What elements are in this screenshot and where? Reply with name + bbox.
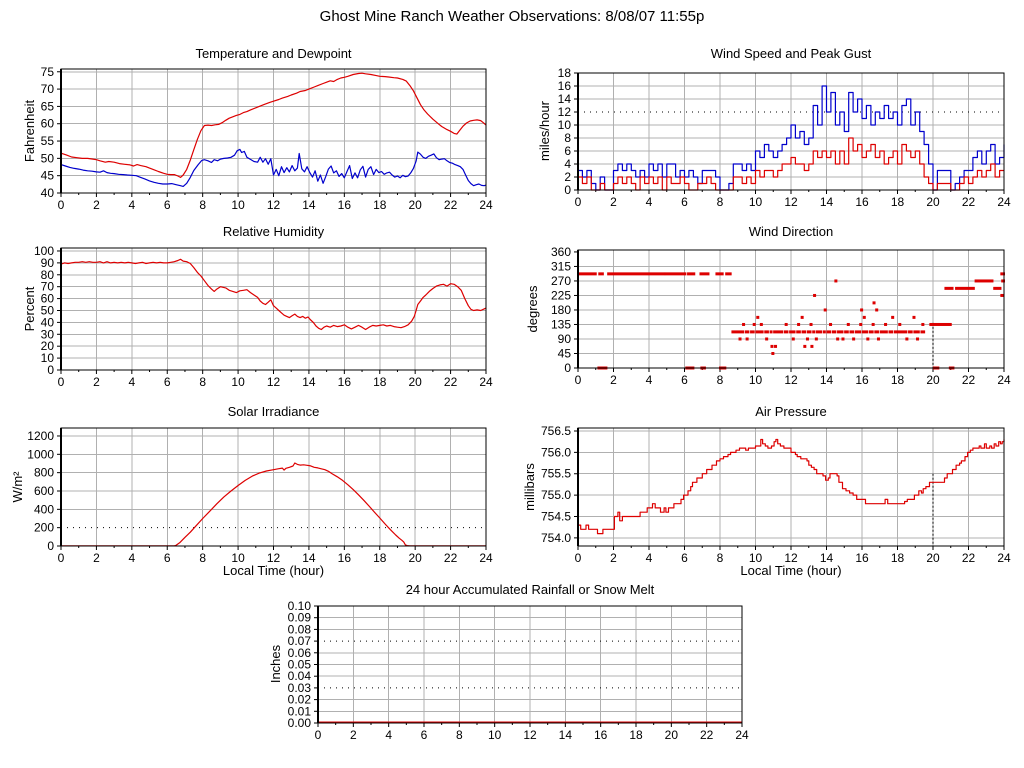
svg-text:18: 18	[629, 728, 643, 742]
svg-text:0.00: 0.00	[287, 716, 311, 730]
temperature-y-axis-label: Fahrenheit	[22, 99, 37, 163]
svg-text:8: 8	[199, 375, 207, 389]
svg-text:0.02: 0.02	[287, 692, 311, 707]
svg-text:2: 2	[93, 375, 100, 389]
svg-text:756.0: 756.0	[540, 445, 571, 460]
svg-text:16: 16	[337, 551, 352, 565]
svg-text:18: 18	[890, 373, 905, 387]
svg-text:0: 0	[57, 551, 65, 565]
svg-text:24: 24	[997, 195, 1011, 209]
svg-text:16: 16	[593, 728, 608, 742]
svg-text:10: 10	[748, 373, 763, 387]
pressure-x-axis-label: Local Time (hour)	[740, 563, 842, 578]
svg-text:8: 8	[716, 373, 724, 387]
svg-text:0: 0	[314, 728, 322, 742]
svg-text:180: 180	[550, 302, 571, 317]
svg-text:45: 45	[557, 346, 571, 361]
solar-chart-title: Solar Irradiance	[227, 404, 320, 419]
svg-text:24: 24	[735, 728, 749, 742]
svg-text:6: 6	[564, 144, 571, 158]
svg-text:2: 2	[610, 373, 617, 387]
svg-text:2: 2	[610, 195, 617, 209]
svg-text:0.01: 0.01	[287, 704, 311, 719]
svg-text:10: 10	[231, 198, 245, 212]
svg-text:20: 20	[926, 373, 940, 387]
svg-text:0.03: 0.03	[287, 680, 311, 695]
svg-text:6: 6	[681, 195, 688, 209]
svg-text:22: 22	[699, 728, 714, 742]
svg-text:90: 90	[40, 255, 54, 270]
rainfall-chart-title: 24 hour Accumulated Rainfall or Snow Melt	[405, 582, 655, 597]
svg-text:90: 90	[557, 331, 571, 346]
svg-text:22: 22	[961, 195, 976, 209]
svg-text:8: 8	[716, 195, 724, 209]
svg-text:4: 4	[564, 157, 571, 171]
svg-text:40: 40	[40, 186, 54, 200]
svg-text:12: 12	[523, 728, 537, 742]
svg-text:22: 22	[443, 375, 458, 389]
rain-plot	[288, 599, 749, 742]
svg-text:16: 16	[855, 551, 869, 565]
svg-text:1000: 1000	[27, 447, 54, 462]
svg-text:70: 70	[40, 279, 54, 294]
svg-text:20: 20	[926, 551, 940, 565]
svg-text:45: 45	[40, 168, 54, 183]
svg-text:755.0: 755.0	[540, 488, 571, 503]
svg-text:75: 75	[40, 64, 54, 79]
svg-text:10: 10	[231, 375, 245, 389]
svg-text:8: 8	[199, 551, 207, 565]
svg-text:16: 16	[855, 195, 869, 209]
svg-text:18: 18	[890, 551, 905, 565]
svg-text:800: 800	[33, 465, 54, 480]
svg-text:6: 6	[163, 551, 171, 565]
svg-text:22: 22	[961, 551, 976, 565]
svg-text:70: 70	[40, 82, 54, 97]
page-title: Ghost Mine Ranch Weather Observations: 8/08/07 11:55p	[319, 8, 705, 25]
svg-text:0: 0	[47, 539, 54, 553]
svg-text:12: 12	[784, 373, 798, 387]
svg-text:0: 0	[47, 363, 54, 377]
svg-text:0.04: 0.04	[287, 669, 311, 684]
svg-text:50: 50	[40, 151, 54, 166]
svg-text:22: 22	[961, 373, 976, 387]
svg-text:360: 360	[550, 244, 571, 259]
svg-text:8: 8	[199, 198, 207, 212]
pressure-y-axis-label: millibars	[522, 463, 537, 511]
svg-text:6: 6	[681, 373, 688, 387]
svg-text:100: 100	[33, 243, 54, 258]
wdir-plot	[551, 245, 1011, 387]
svg-text:24: 24	[997, 373, 1011, 387]
solar-x-axis-label: Local Time (hour)	[222, 563, 325, 578]
svg-text:10: 10	[231, 551, 245, 565]
svg-text:20: 20	[408, 375, 422, 389]
temp-plot	[41, 65, 493, 212]
svg-text:6: 6	[420, 728, 428, 742]
humidity-y-axis-label: Percent	[22, 286, 37, 332]
svg-text:8: 8	[564, 131, 571, 145]
svg-text:600: 600	[33, 483, 54, 498]
svg-text:20: 20	[408, 198, 422, 212]
svg-text:50: 50	[40, 303, 54, 318]
svg-text:10: 10	[40, 351, 54, 366]
svg-text:4: 4	[645, 551, 653, 565]
svg-text:4: 4	[128, 551, 136, 565]
svg-text:14: 14	[302, 551, 316, 565]
svg-text:12: 12	[266, 198, 281, 212]
svg-text:30: 30	[40, 327, 54, 342]
humidity-chart-title: Relative Humidity	[222, 224, 325, 239]
svg-text:1200: 1200	[27, 428, 54, 443]
svg-text:8: 8	[716, 551, 724, 565]
svg-text:0: 0	[574, 195, 582, 209]
svg-text:4: 4	[385, 728, 393, 742]
solar-plot	[27, 428, 493, 565]
svg-text:4: 4	[645, 195, 653, 209]
svg-text:14: 14	[302, 198, 316, 212]
svg-text:0: 0	[57, 198, 65, 212]
svg-text:12: 12	[784, 195, 798, 209]
svg-text:12: 12	[266, 375, 281, 389]
svg-text:225: 225	[550, 288, 571, 303]
svg-text:16: 16	[855, 373, 869, 387]
svg-text:20: 20	[408, 551, 422, 565]
svg-text:14: 14	[819, 551, 834, 565]
svg-text:12: 12	[784, 551, 798, 565]
wind-speed-chart-title: Wind Speed and Peak Gust	[710, 46, 872, 61]
svg-text:0.07: 0.07	[287, 634, 311, 649]
svg-text:55: 55	[40, 134, 54, 149]
svg-text:12: 12	[266, 551, 281, 565]
svg-text:24: 24	[479, 198, 493, 212]
svg-text:0.05: 0.05	[287, 657, 311, 672]
svg-text:6: 6	[163, 375, 171, 389]
svg-text:135: 135	[550, 317, 571, 332]
svg-text:60: 60	[40, 291, 54, 306]
svg-text:0.06: 0.06	[287, 645, 311, 660]
svg-text:16: 16	[337, 375, 352, 389]
svg-text:2: 2	[564, 170, 571, 184]
svg-text:22: 22	[443, 198, 458, 212]
svg-text:4: 4	[128, 375, 136, 389]
svg-text:755.5: 755.5	[540, 466, 571, 481]
svg-text:18: 18	[373, 551, 387, 565]
wind-direction-chart-title: Wind Direction	[748, 224, 834, 239]
svg-text:4: 4	[645, 373, 653, 387]
temperature-chart-title: Temperature and Dewpoint	[195, 46, 352, 61]
press-plot	[541, 424, 1011, 565]
svg-text:754.0: 754.0	[540, 530, 571, 545]
svg-text:14: 14	[558, 728, 573, 742]
svg-text:0: 0	[564, 361, 571, 375]
svg-text:2: 2	[93, 551, 100, 565]
svg-text:24: 24	[479, 551, 493, 565]
svg-text:18: 18	[373, 198, 387, 212]
solar-y-axis-label: W/m²	[10, 471, 25, 503]
svg-text:14: 14	[819, 195, 834, 209]
svg-text:20: 20	[664, 728, 679, 742]
svg-text:4: 4	[128, 198, 136, 212]
svg-text:80: 80	[40, 267, 54, 282]
svg-text:60: 60	[40, 116, 54, 131]
svg-text:400: 400	[33, 502, 54, 517]
svg-text:0: 0	[57, 375, 65, 389]
svg-text:24: 24	[479, 375, 493, 389]
svg-text:14: 14	[557, 92, 571, 106]
svg-text:2: 2	[349, 728, 357, 742]
svg-text:6: 6	[681, 551, 688, 565]
svg-text:16: 16	[337, 198, 352, 212]
svg-text:18: 18	[557, 66, 571, 80]
svg-text:10: 10	[748, 195, 763, 209]
svg-text:2: 2	[93, 198, 100, 212]
wind-plot	[558, 66, 1011, 209]
svg-text:10: 10	[557, 118, 571, 132]
svg-text:18: 18	[373, 375, 387, 389]
svg-text:20: 20	[926, 195, 940, 209]
rainfall-y-axis-label: Inches	[268, 644, 283, 684]
svg-text:10: 10	[748, 551, 763, 565]
svg-text:315: 315	[550, 259, 571, 274]
svg-text:20: 20	[40, 339, 54, 354]
svg-text:2: 2	[610, 551, 617, 565]
svg-text:40: 40	[40, 315, 54, 330]
svg-text:16: 16	[557, 79, 571, 93]
wind-speed-y-axis-label: miles/hour	[537, 101, 552, 161]
svg-text:10: 10	[487, 728, 502, 742]
hum-plot	[34, 244, 493, 389]
svg-text:0: 0	[574, 551, 582, 565]
svg-text:754.5: 754.5	[540, 509, 571, 524]
svg-text:65: 65	[40, 99, 54, 114]
svg-text:200: 200	[33, 520, 54, 535]
pressure-chart-title: Air Pressure	[755, 404, 827, 419]
svg-text:14: 14	[302, 375, 316, 389]
svg-text:0.10: 0.10	[287, 599, 311, 613]
svg-text:24: 24	[997, 551, 1011, 565]
svg-text:22: 22	[443, 551, 458, 565]
svg-text:12: 12	[557, 105, 571, 119]
svg-text:14: 14	[819, 373, 834, 387]
svg-text:270: 270	[550, 273, 571, 288]
svg-text:0.09: 0.09	[287, 610, 311, 625]
svg-text:6: 6	[163, 198, 171, 212]
svg-text:0: 0	[564, 183, 571, 197]
svg-text:0.08: 0.08	[287, 622, 311, 637]
svg-text:756.5: 756.5	[540, 423, 571, 438]
wind-direction-y-axis-label: degrees	[525, 285, 540, 333]
svg-text:8: 8	[455, 728, 463, 742]
svg-text:0: 0	[574, 373, 582, 387]
svg-text:18: 18	[890, 195, 905, 209]
